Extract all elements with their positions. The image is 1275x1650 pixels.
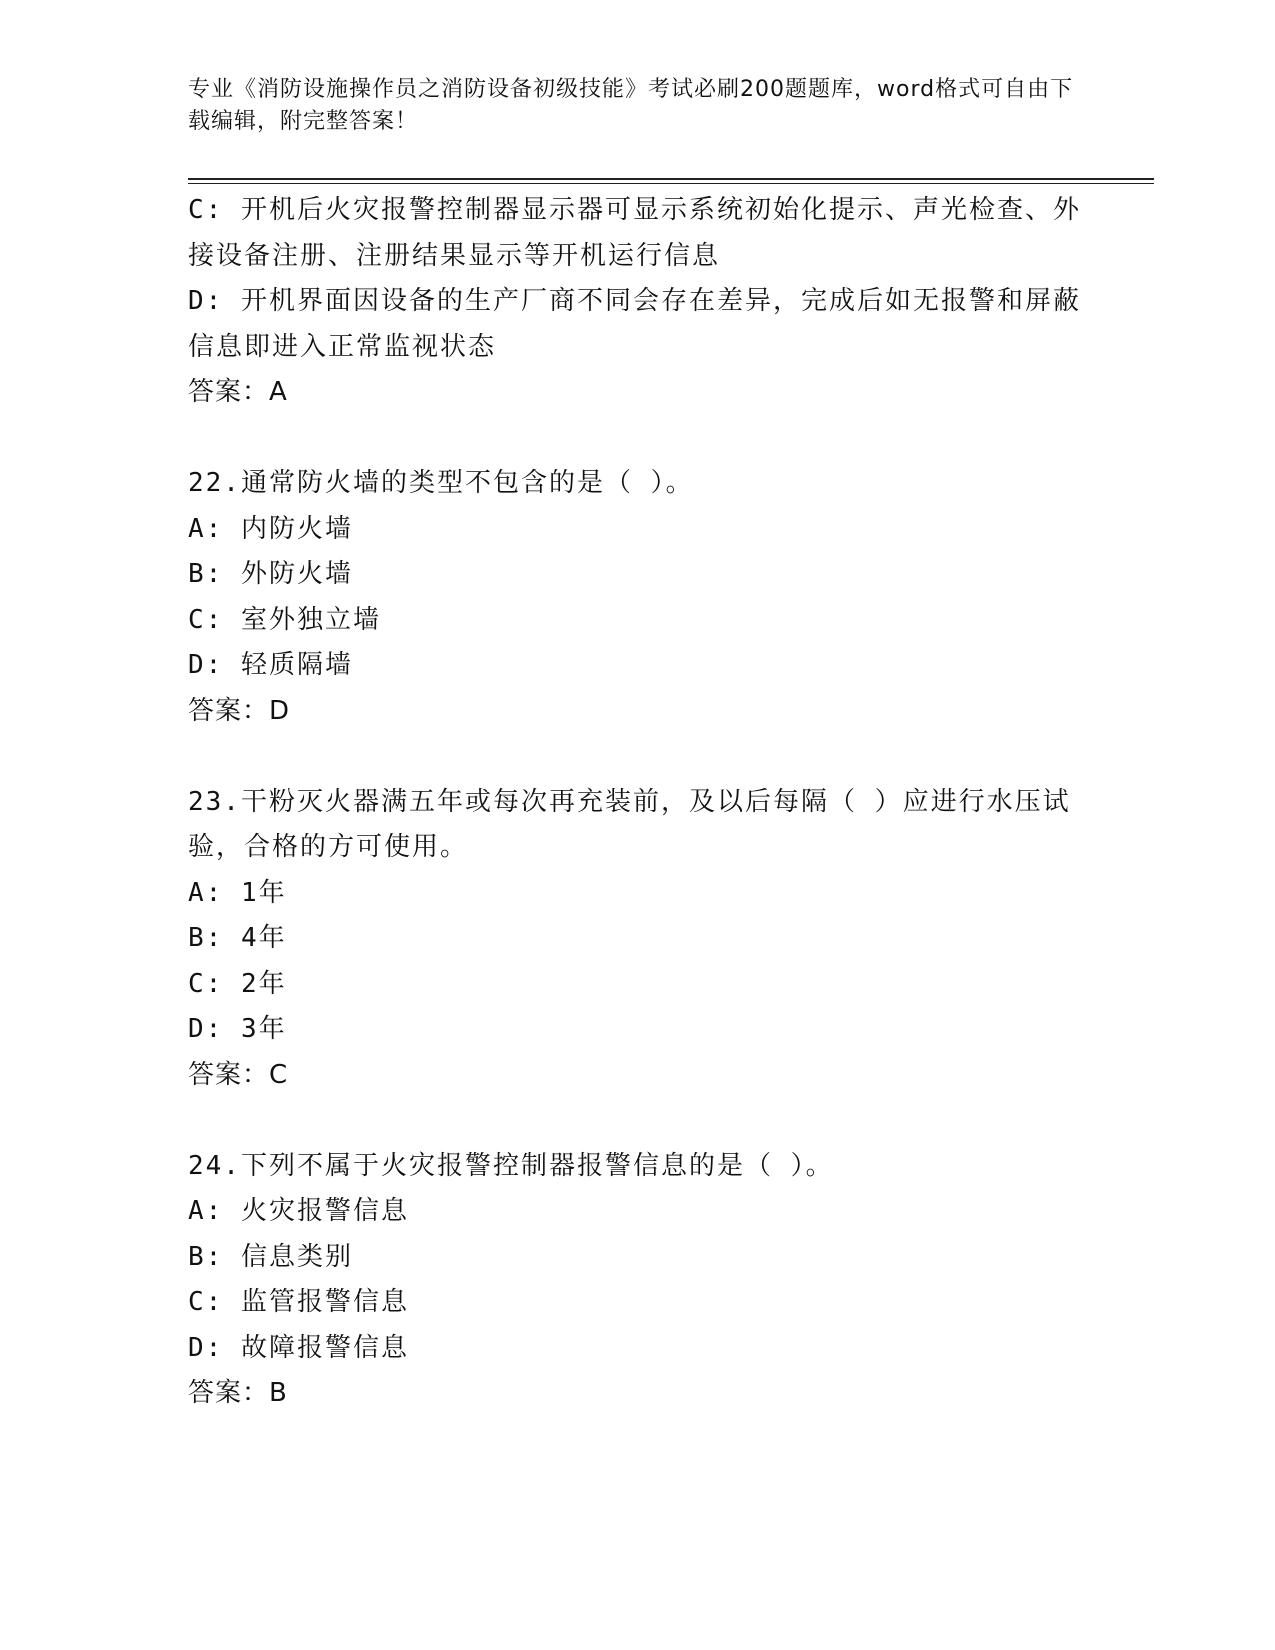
header-divider-thin (188, 183, 1154, 184)
option-c: C: 2年 (188, 968, 287, 999)
question-23 (188, 780, 1088, 1099)
carryover-question (188, 188, 1088, 416)
option-b: B: 外防火墙 (188, 559, 353, 589)
option-b: B: 信息类别 (188, 1241, 353, 1272)
spacer (188, 734, 1088, 780)
question-stem: 23.干粉灭火器满五年或每次再充装前，及以后每隔（ ）应进行水压试验，合格的方可使用。 (188, 786, 1071, 862)
question-24 (188, 1144, 1088, 1417)
option-a: A: 1年 (188, 877, 287, 908)
spacer (188, 1098, 1088, 1144)
option-d: D: 开机界面因设备的生产厂商不同会存在差异，完成后如无报警和屏蔽信息即进入正常监视状态 (188, 286, 1081, 362)
option-a: A: 火灾报警信息 (188, 1196, 409, 1226)
answer: 答案：C (188, 1059, 289, 1090)
question-22 (188, 461, 1088, 734)
option-d: D: 故障报警信息 (188, 1332, 409, 1363)
option-d: D: 轻质隔墙 (188, 650, 353, 680)
option-d: D: 3年 (188, 1014, 287, 1044)
question-stem: 22.通常防火墙的类型不包含的是（ ）。 (188, 468, 694, 498)
question-stem: 24.下列不属于火灾报警控制器报警信息的是（ ）。 (188, 1150, 834, 1181)
option-c: C: 室外独立墙 (188, 604, 381, 635)
answer: 答案：A (188, 377, 288, 407)
header-divider (188, 178, 1154, 180)
option-a: A: 内防火墙 (188, 513, 353, 544)
option-b: B: 4年 (188, 923, 287, 953)
option-c: C: 监管报警信息 (188, 1287, 409, 1317)
document-header: 专业《消防设施操作员之消防设备初级技能》考试必刷200题题库，word格式可自由下载编辑，附完整答案！ (188, 77, 1074, 134)
answer: 答案：B (188, 1378, 288, 1408)
answer: 答案：D (188, 695, 291, 726)
option-c: C: 开机后火灾报警控制器显示器可显示系统初始化提示、声光检查、外接设备注册、注册结果显示等开机运行信息 (188, 195, 1081, 271)
spacer (188, 416, 1088, 462)
question-list (188, 188, 1088, 1417)
